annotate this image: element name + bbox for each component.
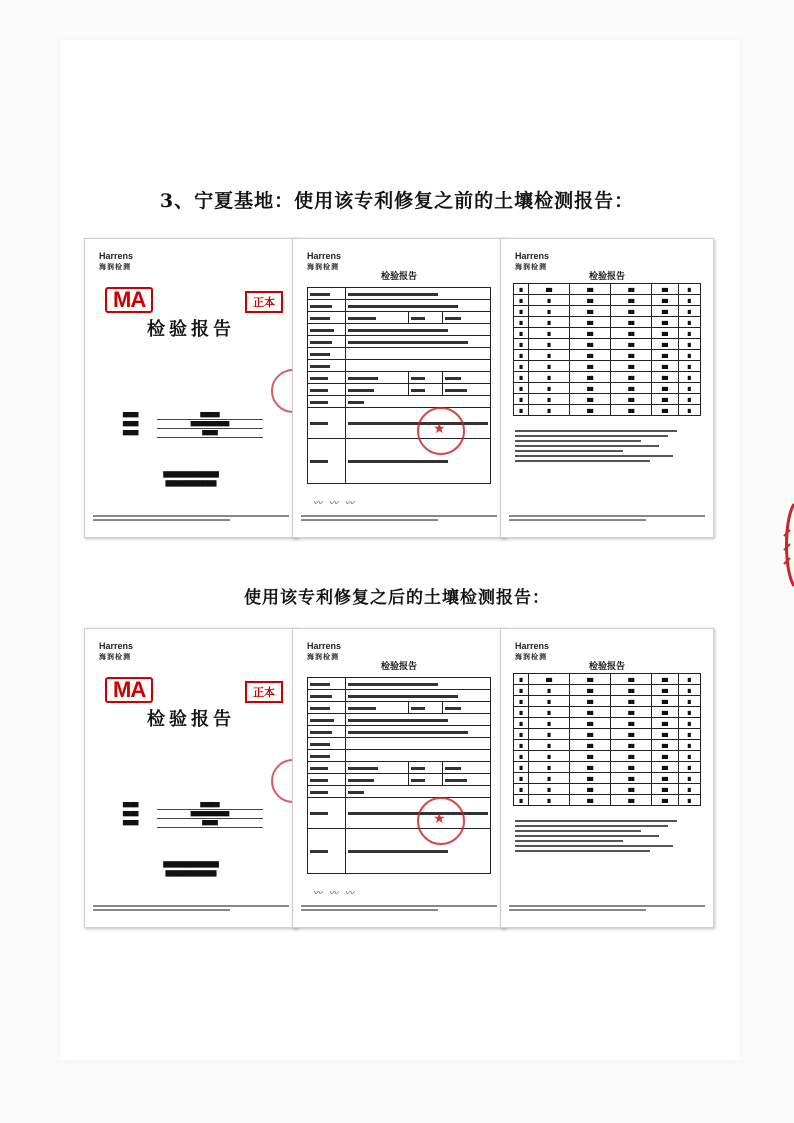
detail-title: 检验报告: [380, 662, 417, 672]
results-title: 检验报告: [588, 662, 625, 672]
company-block: ▇▇▇▇▇▇▇▇▇▇▇▇ ▇▇▇▇▇▇▇▇▇▇▇: [163, 862, 219, 877]
detail-title: 检验报告: [380, 272, 417, 282]
results-table: ▇ ▇▇ ▇▇ ▇▇ ▇▇ ▇ ▇ ▇ ▇▇ ▇▇ ▇▇ ▇ ▇ ▇ ▇▇ ▇▇ ▇▇ ▇ ▇ ▇ ▇▇ ▇▇ ▇▇ ▇ ▇ ▇ ▇▇ ▇▇ ▇▇ ▇ ▇ ▇ ▇▇ ▇▇ ▇▇ ▇ ▇ ▇ ▇▇ ▇▇ ▇▇ ▇ ▇ ▇ ▇▇ ▇▇ ▇▇ ▇ ▇ ▇ ▇▇ ▇▇ ▇▇ ▇ ▇ ▇ ▇▇ ▇▇ ▇▇ ▇ ▇ ▇ ▇▇ ▇▇ ▇▇ ▇ ▇ ▇ ▇▇ ▇▇ ▇▇ ▇: [513, 283, 701, 416]
report-footer: [93, 515, 289, 527]
cover-info: ▇▇▇▇ ▇▇▇▇▇ ▇▇▇▇ ▇▇▇▇▇▇▇▇▇▇ ▇▇▇▇ ▇▇▇▇: [123, 801, 263, 828]
report-footer: [301, 905, 497, 917]
report-cover: [84, 628, 298, 928]
results-notes: [515, 427, 695, 465]
report-footer: [93, 905, 289, 917]
red-seal: ★: [417, 407, 465, 455]
report-footer: [509, 905, 705, 917]
report-detail: [292, 238, 506, 538]
cover-info: ▇▇▇▇ ▇▇▇▇▇ ▇▇▇▇ ▇▇▇▇▇▇▇▇▇▇ ▇▇▇▇ ▇▇▇▇: [123, 411, 263, 438]
report-footer: [301, 515, 497, 527]
report-footer: [509, 515, 705, 527]
brand-logo: Harrens 海润检测: [99, 641, 134, 661]
heading-before: 3、宁夏基地：使用该专利修复之前的土壤检测报告：: [159, 190, 635, 212]
results-title: 检验报告: [588, 272, 625, 282]
detail-table: [307, 677, 491, 874]
results-table: ▇ ▇▇ ▇▇ ▇▇ ▇▇ ▇ ▇ ▇ ▇▇ ▇▇ ▇▇ ▇ ▇ ▇ ▇▇ ▇▇ ▇▇ ▇ ▇ ▇ ▇▇ ▇▇ ▇▇ ▇ ▇ ▇ ▇▇ ▇▇ ▇▇ ▇ ▇ ▇ ▇▇ ▇▇ ▇▇ ▇ ▇ ▇ ▇▇ ▇▇ ▇▇ ▇ ▇ ▇ ▇▇ ▇▇ ▇▇ ▇ ▇ ▇ ▇▇ ▇▇ ▇▇ ▇ ▇ ▇ ▇▇ ▇▇ ▇▇ ▇ ▇ ▇ ▇▇ ▇▇ ▇▇ ▇ ▇ ▇ ▇▇ ▇▇ ▇▇ ▇: [513, 673, 701, 806]
edge-seal-fragment: [780, 500, 794, 590]
report-title: 检验报告: [147, 319, 235, 340]
brand-logo: Harrens 海润检测: [515, 251, 550, 271]
ma-stamp: MA: [105, 287, 153, 313]
signature-line: 〰 〰 〰: [313, 889, 356, 899]
brand-logo: Harrens 海润检测: [307, 641, 342, 661]
company-block: ▇▇▇▇▇▇▇▇▇▇▇▇ ▇▇▇▇▇▇▇▇▇▇▇: [163, 472, 219, 487]
report-results: [500, 628, 714, 928]
report-title: 检验报告: [147, 709, 235, 730]
report-row-after: [80, 628, 715, 933]
brand-logo: Harrens 海润检测: [307, 251, 342, 271]
detail-table: [307, 287, 491, 484]
ma-stamp: MA: [105, 677, 153, 703]
report-results: [500, 238, 714, 538]
original-stamp: 正本: [245, 291, 283, 313]
brand-logo: Harrens 海润检测: [515, 641, 550, 661]
report-row-before: [80, 238, 715, 543]
heading-after: 使用该专利修复之后的土壤检测报告：: [244, 588, 550, 608]
signature-line: 〰 〰 〰: [313, 499, 356, 509]
report-cover: [84, 238, 298, 538]
brand-logo: Harrens 海润检测: [99, 251, 134, 271]
original-stamp: 正本: [245, 681, 283, 703]
results-notes: [515, 817, 695, 855]
report-detail: [292, 628, 506, 928]
red-seal: ★: [417, 797, 465, 845]
